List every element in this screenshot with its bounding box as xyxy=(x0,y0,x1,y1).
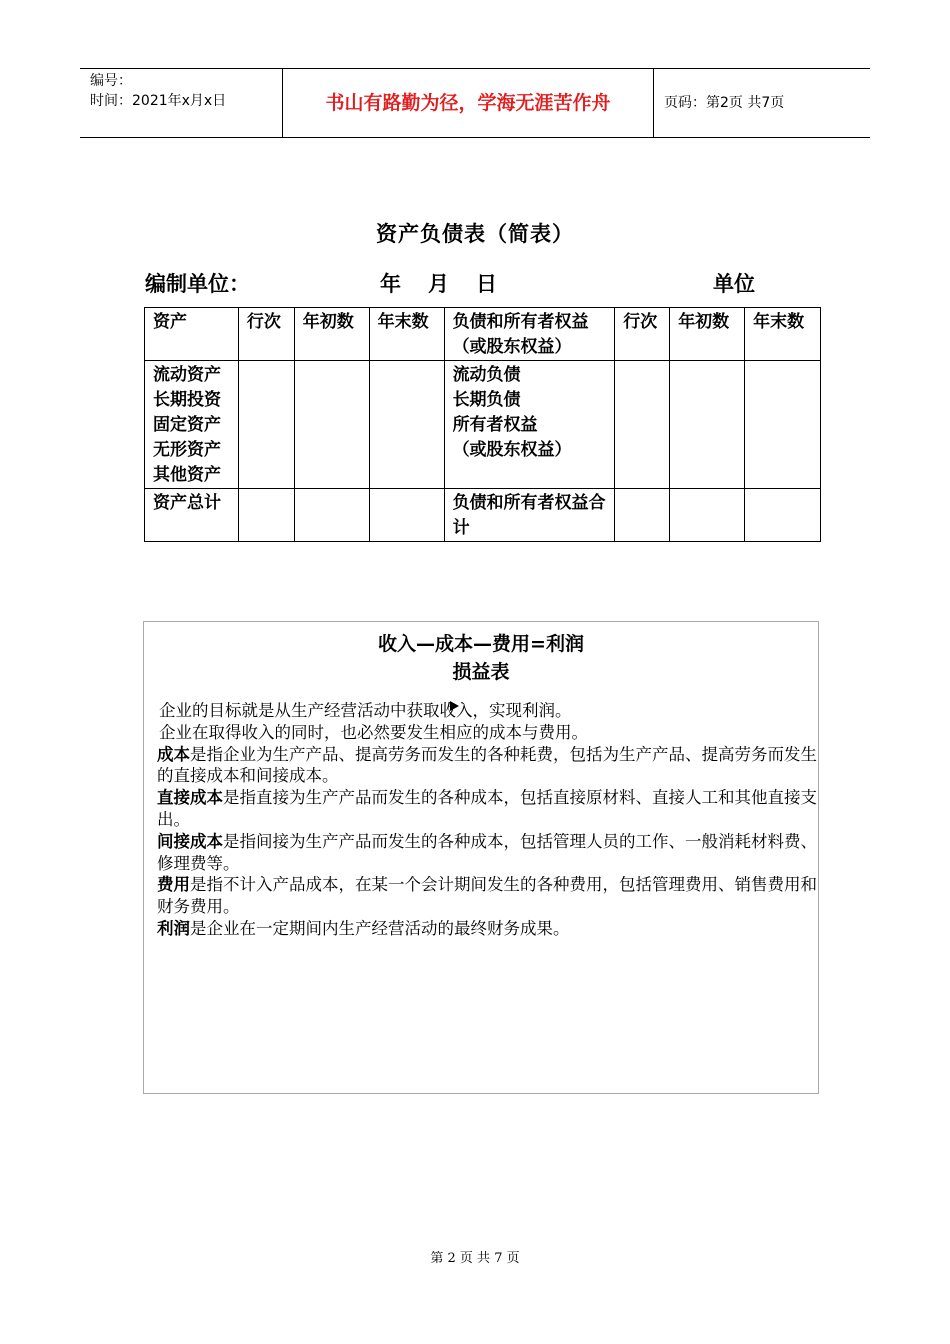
empty-cell xyxy=(670,361,745,489)
definition: 是企业在一定期间内生产经营活动的最终财务成果。 xyxy=(190,918,570,938)
asset-items xyxy=(145,361,239,489)
empty-cell xyxy=(294,489,369,542)
liability-item: （或股东权益） xyxy=(452,440,572,460)
paragraph xyxy=(157,918,821,940)
document-title: 资产负债表（简表） xyxy=(376,222,574,246)
org-label: 编制单位： xyxy=(145,272,250,296)
asset-item: 流动资产 xyxy=(153,365,221,385)
header-cell: 行次 xyxy=(238,308,294,361)
unit-line xyxy=(145,268,825,300)
paragraph: 企业的目标就是从生产经营活动中获取收入，实现利润。 xyxy=(159,701,572,720)
paragraph xyxy=(157,831,821,875)
liability-total-label: 负债和所有者权益合计 xyxy=(444,489,615,542)
page-header xyxy=(80,68,870,138)
asset-item: 无形资产 xyxy=(153,440,221,460)
header-cell: 行次 xyxy=(615,308,670,361)
liability-items xyxy=(444,361,615,489)
definition: 是指直接为生产产品而发生的各种成本，包括直接原材料、直接人工和其他直接支出。 xyxy=(157,788,817,829)
empty-cell xyxy=(745,361,821,489)
empty-cell xyxy=(615,489,670,542)
term: 直接成本 xyxy=(157,788,223,808)
paragraph: 企业在取得收入的同时，也必然要发生相应的成本与费用。 xyxy=(159,722,588,742)
asset-item: 固定资产 xyxy=(153,415,221,435)
table-header-row xyxy=(145,308,821,361)
header-cell: 年末数 xyxy=(369,308,444,361)
year-label: 年 xyxy=(380,272,401,296)
liability-item: 流动负债 xyxy=(452,365,521,385)
balance-sheet-table xyxy=(144,307,821,542)
paragraph xyxy=(157,787,821,831)
time-label: 时间：2021年x月x日 xyxy=(90,93,227,109)
number-label: 编号： xyxy=(90,73,132,89)
header-meta xyxy=(80,69,282,137)
paragraph xyxy=(157,874,821,918)
header-cell: 资产 xyxy=(145,308,239,361)
empty-cell xyxy=(369,361,444,489)
day-label: 日 xyxy=(476,272,497,296)
unit-label: 单位 xyxy=(713,272,755,296)
income-body xyxy=(157,700,821,940)
header-page-info: 页码：第2页 共7页 xyxy=(664,95,785,111)
table-total-row xyxy=(145,489,821,542)
header-slogan: 书山有路勤为径，学海无涯苦作舟 xyxy=(282,69,654,137)
empty-cell xyxy=(238,489,294,542)
empty-cell xyxy=(670,489,745,542)
header-cell: 年末数 xyxy=(745,308,821,361)
asset-total-label: 资产总计 xyxy=(145,489,239,542)
month-label: 月 xyxy=(428,272,449,296)
definition: 是指间接为生产产品而发生的各种成本，包括管理人员的工作、一般消耗材料费、修理费等。 xyxy=(157,831,817,873)
definition: 是指不计入产品成本，在某一个会计期间发生的各种费用，包括管理费用、销售费用和财务费用。 xyxy=(157,875,817,917)
empty-cell xyxy=(369,489,444,542)
term: 利润 xyxy=(157,918,190,938)
empty-cell xyxy=(238,361,294,489)
term: 费用 xyxy=(157,875,190,895)
page-footer: 第 2 页 共 7 页 xyxy=(430,1251,520,1266)
empty-cell xyxy=(745,489,821,542)
header-cell: 年初数 xyxy=(294,308,369,361)
mouse-pointer-icon xyxy=(450,701,459,711)
paragraph xyxy=(157,744,821,788)
term: 成本 xyxy=(157,744,190,764)
term: 间接成本 xyxy=(157,831,223,851)
empty-cell xyxy=(615,361,670,489)
empty-cell xyxy=(294,361,369,489)
definition: 是指企业为生产产品、提高劳务而发生的各种耗费，包括为生产产品、提高劳务而发生的直接成本和间接成本。 xyxy=(157,744,817,786)
income-title: 损益表 xyxy=(452,661,510,683)
liability-item: 长期负债 xyxy=(452,390,521,410)
table-row xyxy=(145,361,821,489)
header-cell: 负债和所有者权益（或股东权益） xyxy=(444,308,615,361)
asset-item: 其他资产 xyxy=(153,465,221,485)
header-cell: 年初数 xyxy=(670,308,745,361)
income-statement-box xyxy=(143,621,819,1094)
asset-item: 长期投资 xyxy=(153,390,221,410)
income-formula: 收入—成本—费用=利润 xyxy=(378,633,584,655)
liability-item: 所有者权益 xyxy=(452,415,538,435)
